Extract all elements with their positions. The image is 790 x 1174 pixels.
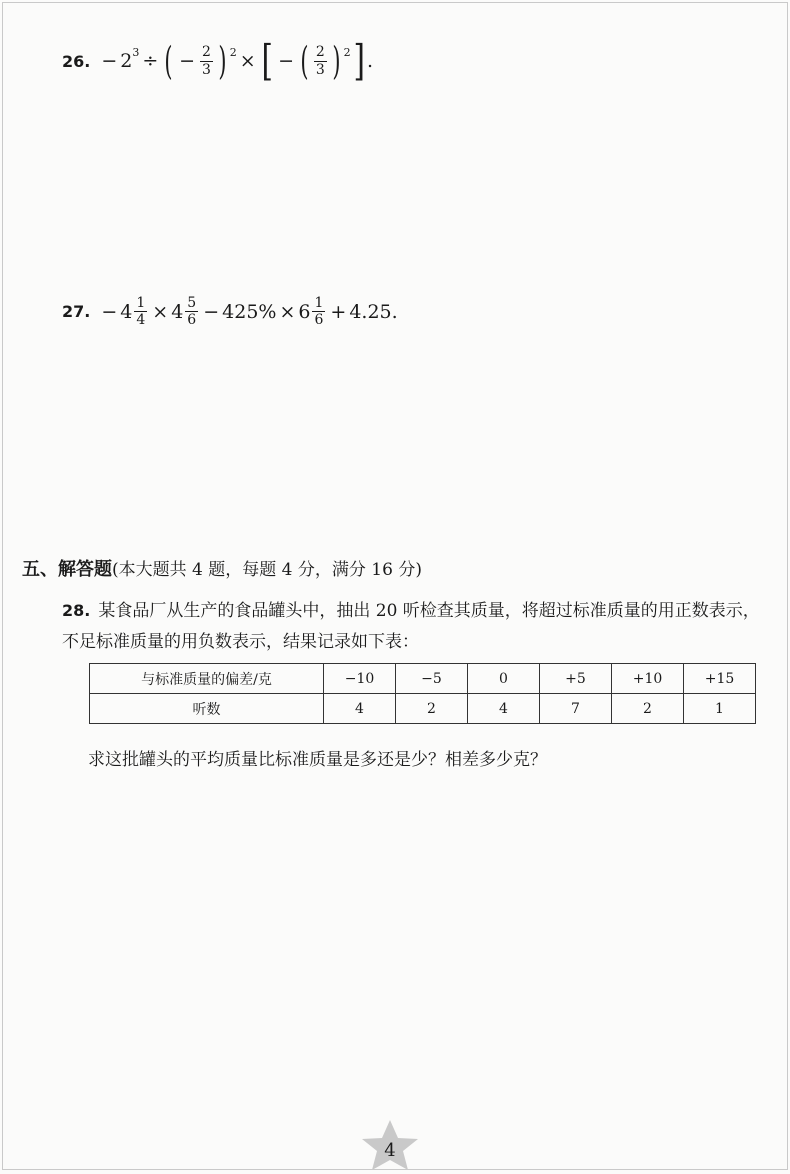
table-cell: 4 (468, 694, 540, 724)
table-cell: +5 (540, 664, 612, 694)
problem-26: 26. − 2 3 ÷ ( − $\frac{2}{3}$ ) 2 × [ − ( $\frac{2}{3}$ ) 2 ] . (62, 36, 374, 85)
table-cell: 2 (612, 694, 684, 724)
problem-number: 28. (62, 601, 91, 620)
fraction: $\frac{1}{4}$ (136, 295, 146, 329)
table-cell: 1 (684, 694, 756, 724)
base: 2 (120, 50, 133, 72)
table-cell: 4 (324, 694, 396, 724)
section-heading (22, 555, 422, 581)
table-header-label: 与标准质量的偏差/克 (90, 664, 324, 694)
question-text: 某食品厂从生产的食品罐头中，抽出 20 听检查其质量，将超过标准质量的用正数表示，不足标准质量的用负数表示，结果记录如下表： (62, 601, 760, 652)
fraction: $\frac{5}{6}$ (187, 295, 197, 329)
page-number-star (355, 1118, 425, 1174)
page-number: 4 (384, 1140, 396, 1161)
decimal: 4.25 (349, 300, 392, 323)
table-cell: 7 (540, 694, 612, 724)
fraction: $\frac{2}{3}$ (202, 44, 211, 78)
table-row (90, 694, 756, 724)
table-cell: −5 (396, 664, 468, 694)
table-row (90, 664, 756, 694)
problem-number: 27. (62, 302, 91, 322)
table-cell: +10 (612, 664, 684, 694)
table-cell: +15 (684, 664, 756, 694)
page-frame (2, 2, 788, 1170)
table-cell: 0 (468, 664, 540, 694)
problem-number: 26. (62, 51, 91, 71)
table-cell: −10 (324, 664, 396, 694)
question-28 (62, 595, 762, 658)
table-cell: 2 (396, 694, 468, 724)
question-prompt: 求这批罐头的平均质量比标准质量是多还是少？相差多少克？ (88, 750, 547, 770)
section-title: 五、解答题 (22, 559, 112, 580)
problem-27: 27. − 4 $\frac{1}{4}$ × 4 $\frac{5}{6}$ − 425% × 6 $\frac{1}{6}$ + 4.25 . (62, 295, 398, 329)
section-subtitle: (本大题共 4 题，每题 4 分，满分 16 分) (112, 560, 422, 580)
fraction: $\frac{1}{6}$ (314, 295, 324, 329)
deviation-table (89, 663, 756, 724)
percent: 425% (222, 300, 277, 323)
table-count-label: 听数 (90, 694, 324, 724)
fraction: $\frac{2}{3}$ (315, 44, 325, 78)
exponent: 3 (132, 45, 140, 59)
